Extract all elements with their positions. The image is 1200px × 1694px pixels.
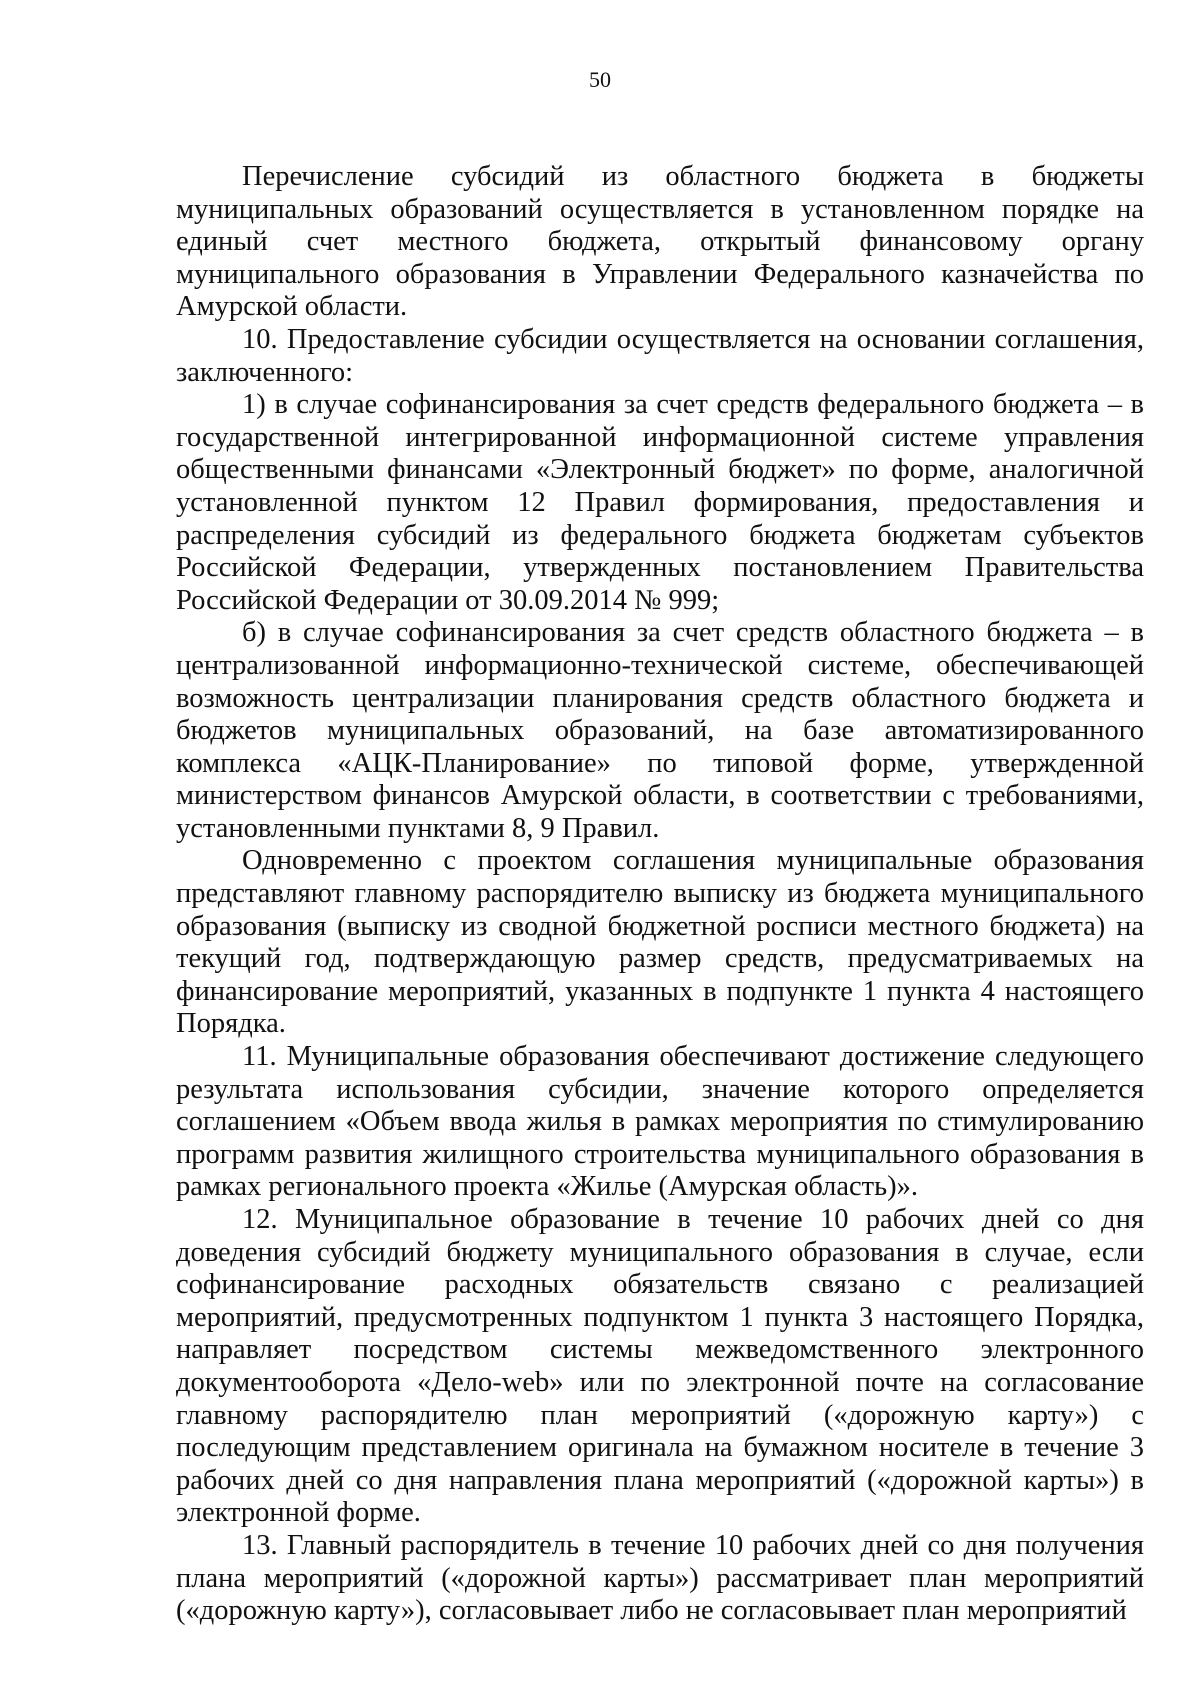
page-number: 50 [589,67,611,92]
paragraph-12-roadmap: 12. Муниципальное образование в течение 10 рабочих дней со дня доведения субсидий бюджету муниципального образования в случае, если софинансирование расходных обязательств связано с реализацией мероприятий, предусмотренных подпунктом 1 пункта 3 настоящего Порядка, направляет посредством системы межведомственного электронного документооборота «Дело-web» или по электронной почте на согласование главному распорядителю план мероприятий («дорожную карту») с последующим представлением оригинала на бумажном носителе в течение 3 рабочих дней со дня направления плана мероприятий («дорожной карты») в электронной форме. [176,1204,1144,1529]
paragraph-transfer-of-subsidies: Перечисление субсидий из областного бюджета в бюджеты муниципальных образований осуществляется в установленном порядке на единый счет местного бюджета, открытый финансовому органу муниципального образования в Управлении Федерального казначейства по Амурской области. [176,161,1144,323]
paragraph-10-b-regional-budget: б) в случае софинансирования за счет средств областного бюджета – в централизованной информационно-технической системе, обеспечивающей возможность централизации планирования средств областного бюджета и бюджетов муниципальных образований, на базе автоматизированного комплекса «АЦК-Планирование» по типовой форме, утвержденной министерством финансов Амурской области, в соответствии с требованиями, установленными пунктами 8, 9 Правил. [176,617,1144,844]
paragraph-11-result: 11. Муниципальные образования обеспечивают достижение следующего результата использования субсидии, значение которого определяется соглашением «Объем ввода жилья в рамках мероприятия по стимулированию программ развития жилищного строительства муниципального образования в рамках регионального проекта «Жилье (Амурская область)». [176,1041,1144,1203]
paragraph-13-review: 13. Главный распорядитель в течение 10 рабочих дней со дня получения плана мероприятий («дорожной карты») рассматривает план мероприятий («дорожную карту»), согласовывает либо не согласовывает план мероприятий [176,1529,1144,1627]
document-body [176,161,1144,1628]
paragraph-budget-extract: Одновременно с проектом соглашения муниципальные образования представляют главному распорядителю выписку из бюджета муниципального образования (выписку из сводной бюджетной росписи местного бюджета) на текущий год, подтверждающую размер средств, предусматриваемых на финансирование мероприятий, указанных в подпункте 1 пункта 4 настоящего Порядка. [176,845,1144,1040]
paragraph-10-1-federal-budget: 1) в случае софинансирования за счет средств федерального бюджета – в государственной интегрированной информационной системе управления общественными финансами «Электронный бюджет» по форме, аналогичной установленной пунктом 12 Правил формирования, предоставления и распределения субсидий из федерального бюджета бюджетам субъектов Российской Федерации, утвержденных постановлением Правительства Российской Федерации от 30.09.2014 № 999; [176,389,1144,616]
paragraph-10-agreement: 10. Предоставление субсидии осуществляется на основании соглашения, заключенного: [176,323,1144,388]
